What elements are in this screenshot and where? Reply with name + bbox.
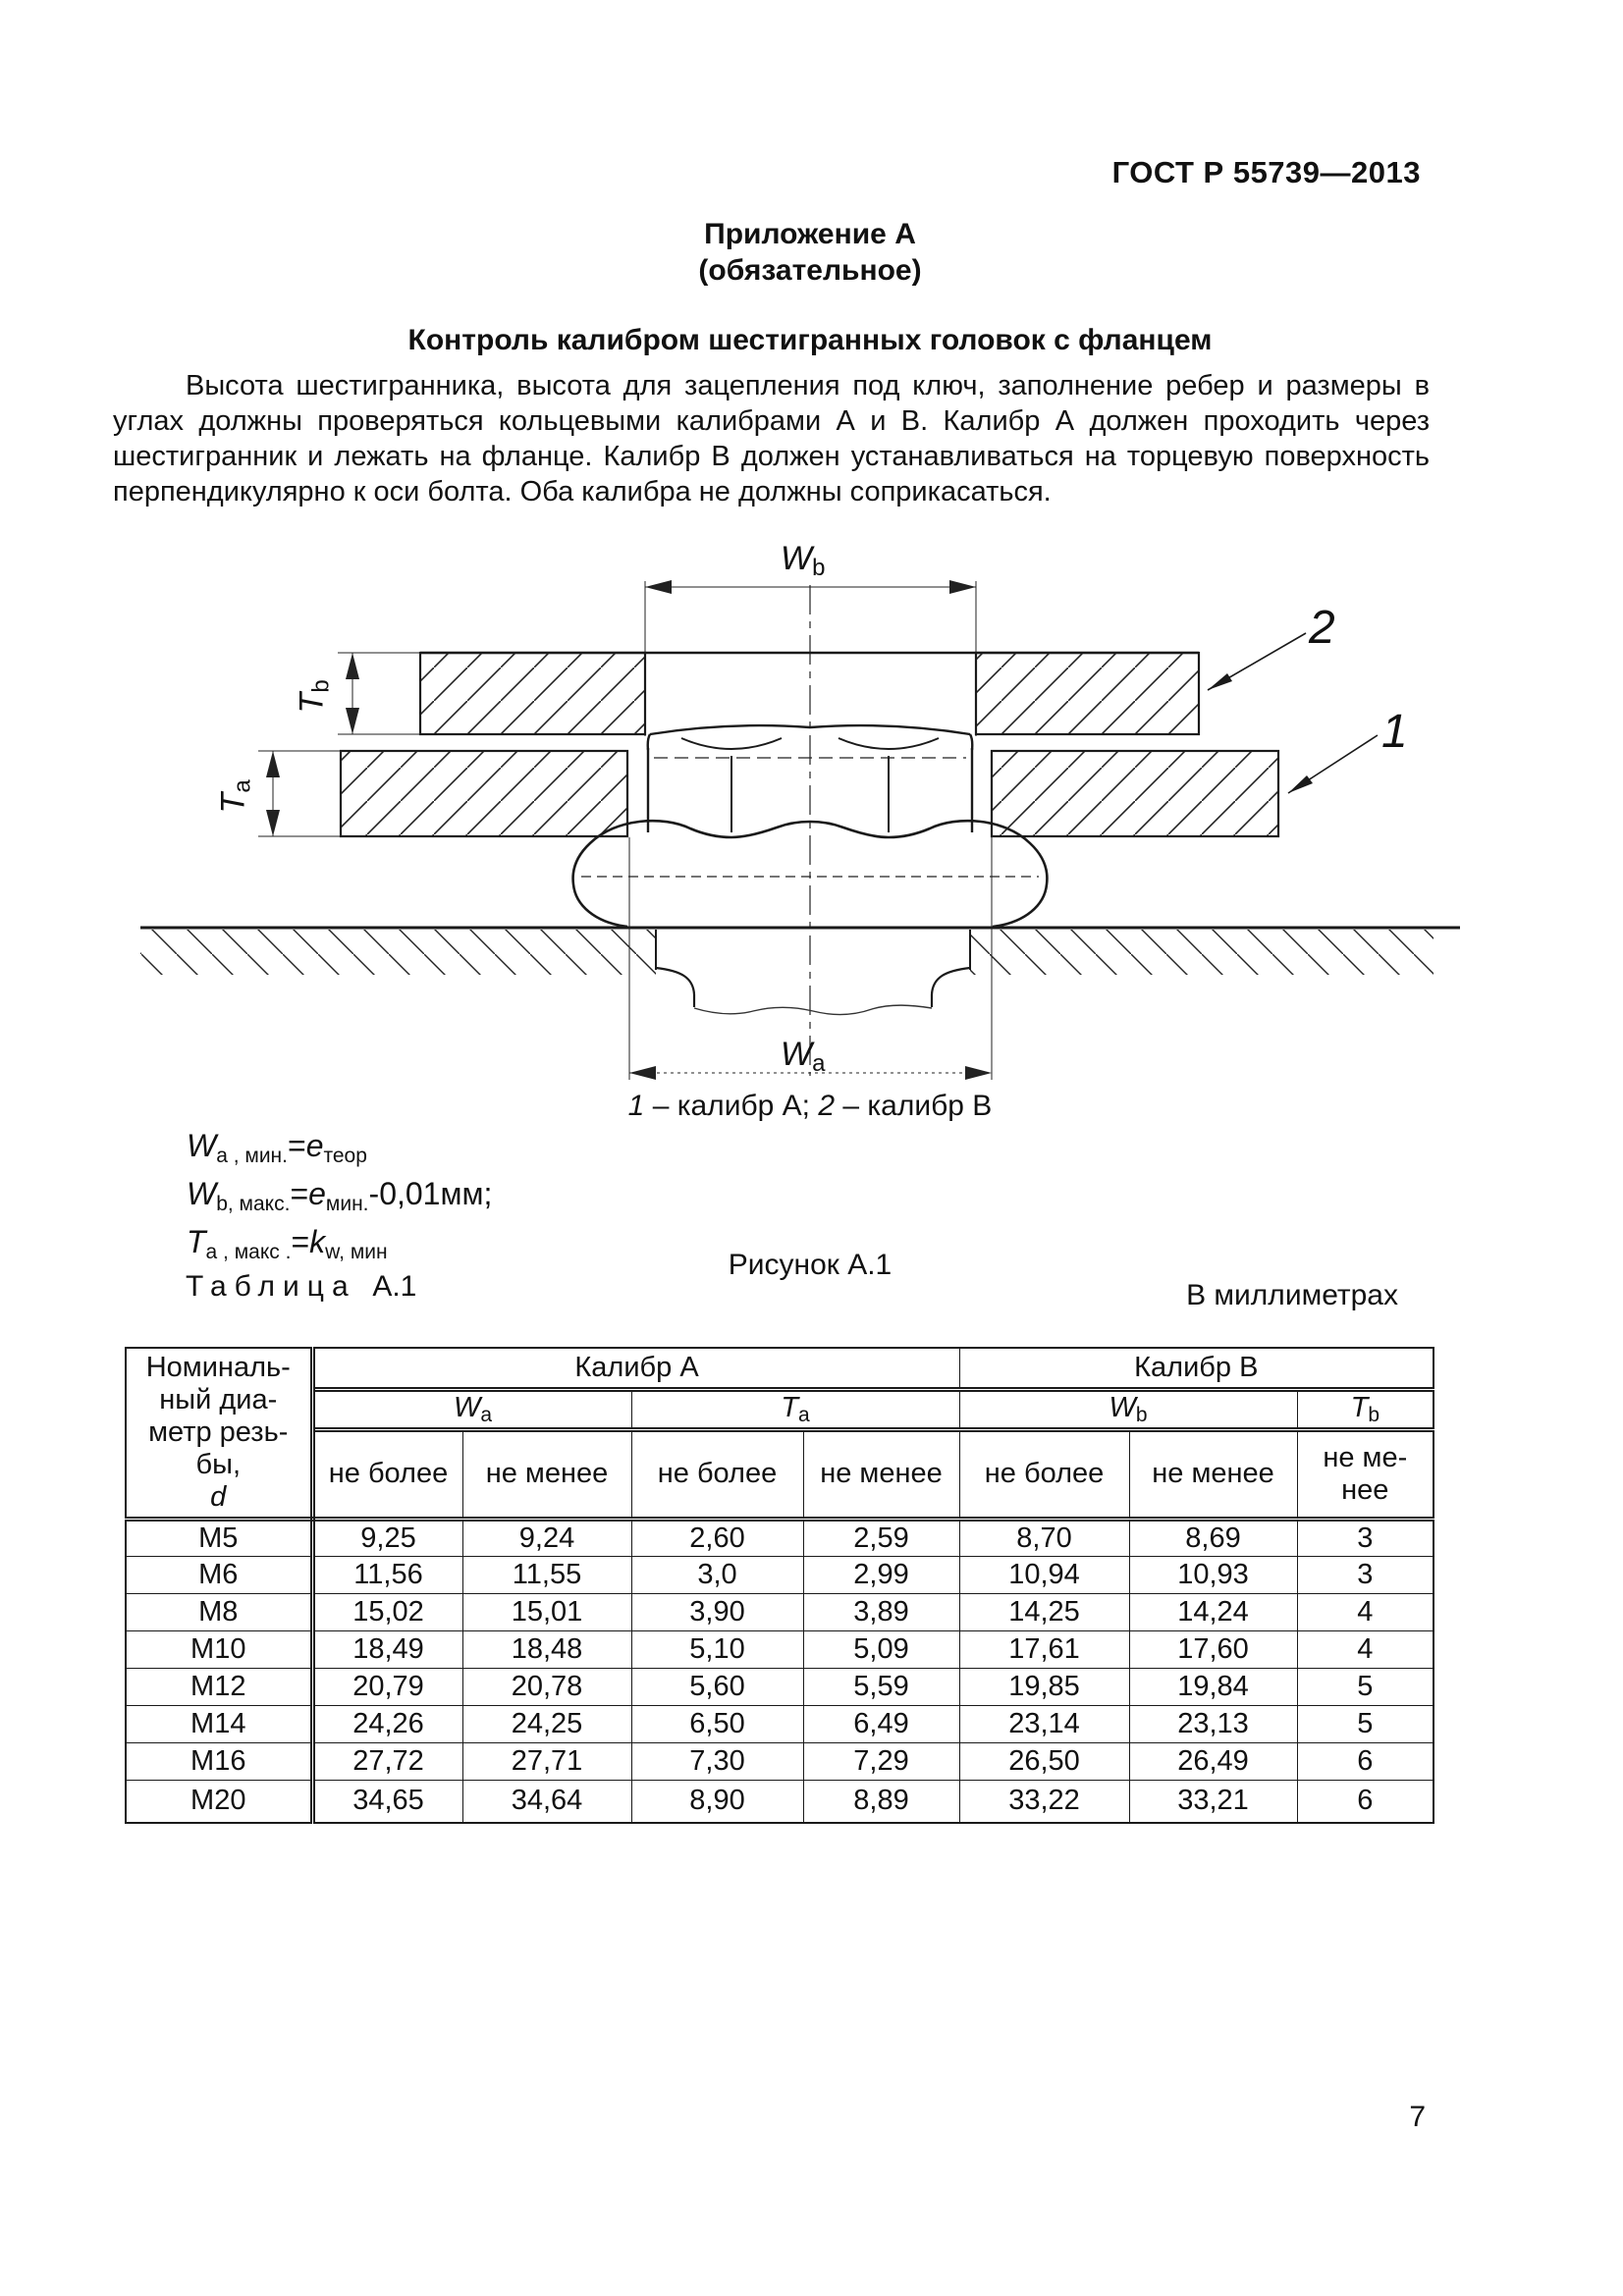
table-row [126, 1668, 1434, 1705]
dim-label-wb: $W_b$ [781, 540, 826, 581]
callout-gauge-a: 1 [1381, 706, 1408, 758]
col-header-ta: $T_a$ [631, 1389, 959, 1429]
table-row [126, 1593, 1434, 1630]
value-cell: 6 [1297, 1742, 1434, 1780]
page-number: 7 [1409, 2101, 1426, 2133]
thread-size-cell: М12 [126, 1668, 312, 1705]
value-cell: 2,59 [803, 1519, 959, 1556]
value-cell: 6,50 [631, 1705, 803, 1742]
value-cell: 23,14 [959, 1705, 1129, 1742]
callout-gauge-b: 2 [1309, 602, 1335, 654]
value-cell: 33,21 [1129, 1780, 1297, 1823]
formula: $W_{b, макс.}=e_{мин.}-0,01мм$; [187, 1175, 493, 1215]
table-row [126, 1630, 1434, 1668]
col-header-diameter: Номиналь- ный диа- метр резь- бы, d [126, 1348, 312, 1519]
table-row [126, 1780, 1434, 1823]
formula: $W_{а , мин.}=e_{теор}$ [187, 1128, 367, 1167]
col-header-tb-min: не ме- нее [1297, 1429, 1434, 1519]
thread-size-cell: М5 [126, 1519, 312, 1556]
value-cell: 5 [1297, 1705, 1434, 1742]
value-cell: 34,65 [312, 1780, 462, 1823]
thread-size-cell: М14 [126, 1705, 312, 1742]
col-header-min: не менее [803, 1429, 959, 1519]
value-cell: 17,61 [959, 1630, 1129, 1668]
thread-size-cell: М6 [126, 1556, 312, 1593]
value-cell: 6,49 [803, 1705, 959, 1742]
value-cell: 10,93 [1129, 1556, 1297, 1593]
col-header-wa: $W_a$ [312, 1389, 631, 1429]
col-header-min: не менее [462, 1429, 631, 1519]
value-cell: 26,49 [1129, 1742, 1297, 1780]
value-cell: 3,89 [803, 1593, 959, 1630]
value-cell: 9,25 [312, 1519, 462, 1556]
col-header-max: не более [631, 1429, 803, 1519]
value-cell: 5 [1297, 1668, 1434, 1705]
value-cell: 3 [1297, 1556, 1434, 1593]
thread-size-cell: М10 [126, 1630, 312, 1668]
value-cell: 18,48 [462, 1630, 631, 1668]
value-cell: 9,24 [462, 1519, 631, 1556]
thread-size-cell: М20 [126, 1780, 312, 1823]
dim-label-tb: $T_b$ [293, 679, 335, 714]
standard-code: ГОСТ Р 55739—2013 [1111, 155, 1421, 189]
value-cell: 15,01 [462, 1593, 631, 1630]
annex-subtitle: (обязательное) [698, 254, 922, 287]
value-cell: 20,78 [462, 1668, 631, 1705]
body-paragraph: Высота шестигранника, высота для зацепления под ключ, заполнение ребер и размеры в углах должны проверяться кольцевыми калибрами А и В. Калибр А должен проходить через шестигранник и лежать на фланце. Калибр В должен устанавливаться на торцевую поверхность перпендикулярно к оси болта. Оба калибра не должны соприкасаться. [113, 370, 1430, 507]
value-cell: 7,29 [803, 1742, 959, 1780]
table-row [126, 1742, 1434, 1780]
table-row [126, 1556, 1434, 1593]
value-cell: 3,0 [631, 1556, 803, 1593]
dim-label-wa: $W_a$ [781, 1036, 826, 1077]
value-cell: 5,09 [803, 1630, 959, 1668]
value-cell: 19,84 [1129, 1668, 1297, 1705]
value-cell: 8,69 [1129, 1519, 1297, 1556]
figure-caption: 1 – калибр А; 2 – калибр В [627, 1090, 993, 1122]
value-cell: 27,72 [312, 1742, 462, 1780]
value-cell: 14,25 [959, 1593, 1129, 1630]
value-cell: 4 [1297, 1630, 1434, 1668]
value-cell: 14,24 [1129, 1593, 1297, 1630]
figure-number: Рисунок А.1 [728, 1249, 893, 1281]
value-cell: 17,60 [1129, 1630, 1297, 1668]
value-cell: 5,10 [631, 1630, 803, 1668]
value-cell: 33,22 [959, 1780, 1129, 1823]
value-cell: 15,02 [312, 1593, 462, 1630]
value-cell: 23,13 [1129, 1705, 1297, 1742]
table-row [126, 1705, 1434, 1742]
value-cell: 2,60 [631, 1519, 803, 1556]
value-cell: 24,26 [312, 1705, 462, 1742]
col-header-max: не более [959, 1429, 1129, 1519]
dimensions-table [125, 1347, 1434, 1824]
value-cell: 6 [1297, 1780, 1434, 1823]
section-heading: Контроль калибром шестигранных головок с фланцем [407, 324, 1213, 356]
value-cell: 8,89 [803, 1780, 959, 1823]
value-cell: 8,90 [631, 1780, 803, 1823]
col-header-max: не более [312, 1429, 462, 1519]
value-cell: 10,94 [959, 1556, 1129, 1593]
units-note: В миллиметрах [1186, 1279, 1398, 1311]
value-cell: 11,56 [312, 1556, 462, 1593]
value-cell: 4 [1297, 1593, 1434, 1630]
col-header-gauge-b: Калибр В [959, 1348, 1434, 1389]
thread-size-cell: М8 [126, 1593, 312, 1630]
value-cell: 3 [1297, 1519, 1434, 1556]
formula: $T_{а , макс .}=k_{w, мин}$ [187, 1223, 388, 1263]
value-cell: 11,55 [462, 1556, 631, 1593]
value-cell: 34,64 [462, 1780, 631, 1823]
value-cell: 3,90 [631, 1593, 803, 1630]
value-cell: 27,71 [462, 1742, 631, 1780]
value-cell: 18,49 [312, 1630, 462, 1668]
table-caption-word: Таблица [186, 1270, 356, 1303]
annex-title: Приложение А [704, 218, 916, 250]
col-header-gauge-a: Калибр А [312, 1348, 959, 1389]
table-row [126, 1519, 1434, 1556]
value-cell: 2,99 [803, 1556, 959, 1593]
table-caption-num: А.1 [372, 1270, 417, 1303]
dim-label-ta: $T_a$ [214, 779, 256, 814]
value-cell: 5,60 [631, 1668, 803, 1705]
value-cell: 7,30 [631, 1742, 803, 1780]
col-header-tb: $T_b$ [1297, 1389, 1434, 1429]
figure-drawing [137, 530, 1473, 1119]
col-header-wb: $W_b$ [959, 1389, 1297, 1429]
value-cell: 24,25 [462, 1705, 631, 1742]
col-header-min: не менее [1129, 1429, 1297, 1519]
value-cell: 19,85 [959, 1668, 1129, 1705]
value-cell: 5,59 [803, 1668, 959, 1705]
table-caption [186, 1270, 416, 1304]
value-cell: 26,50 [959, 1742, 1129, 1780]
value-cell: 8,70 [959, 1519, 1129, 1556]
thread-size-cell: М16 [126, 1742, 312, 1780]
value-cell: 20,79 [312, 1668, 462, 1705]
table-body [126, 1519, 1434, 1823]
